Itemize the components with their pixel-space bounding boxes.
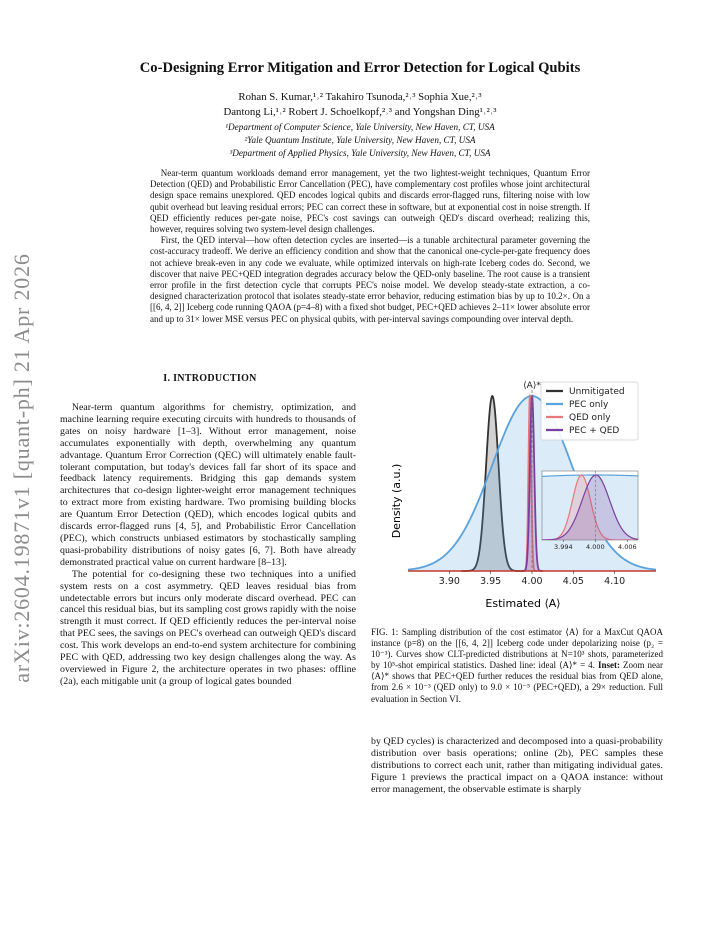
paper-title: Co-Designing Error Mitigation and Error Detection for Logical Qubits <box>139 60 581 76</box>
x-tick-label: 3.90 <box>438 576 460 587</box>
chart-legend <box>541 382 638 440</box>
legend-label-pec-qed: PEC + QED <box>569 426 620 437</box>
legend-label-pec-only: PEC only <box>569 400 609 411</box>
abstract <box>150 168 590 325</box>
right-column <box>371 736 663 796</box>
figure-caption <box>371 627 663 705</box>
inset-tick-label: 4.000 <box>586 543 605 551</box>
arxiv-identifier: arXiv:2604.19871v1 [quant-ph] 21 Apr 2026 <box>9 253 34 683</box>
affiliation-3: ³Department of Applied Physics, Yale University, New Haven, CT, USA <box>229 148 491 158</box>
caption-inset-text: Zoom near ⟨A⟩* shows that PEC+QED further reduces the residual bias from QED alone, from 2.6 × 10⁻³ (QED only) to 9.0 × 10⁻⁵ (PEC+QED), a 29× reduction. Full evaluation in Section VI. <box>371 660 664 704</box>
caption-label: FIG. 1: <box>371 627 399 637</box>
authors-line-2: Dantong Li,¹˒² Robert J. Schoelkopf,²˒³ and Yongshan Ding¹˒²˒³ <box>223 106 497 118</box>
x-tick-label: 4.00 <box>521 576 543 587</box>
left-column <box>60 402 356 688</box>
x-tick-label: 3.95 <box>480 576 502 587</box>
legend-label-qed-only: QED only <box>569 413 611 424</box>
caption-inset-label: Inset: <box>597 660 620 671</box>
inset-tick-label: 3.994 <box>554 543 573 551</box>
caption-text: Sampling distribution of the cost estimator ⟨A⟩ for a MaxCut QAOA instance (p=8) on the [[6, 4, 2]] Iceberg code under depolarizing noise (p₂ = 10⁻³). Curves show CLT-predicted distributions at N=10³ shots, parameterized by 10⁵-shot empirical statistics. Dashed line: ideal ⟨A⟩* = 4. <box>371 627 664 671</box>
y-axis-label: Density (a.u.) <box>390 463 403 539</box>
x-axis-label: Estimated ⟨A⟩ <box>485 597 561 610</box>
x-tick-label: 4.10 <box>604 576 626 587</box>
intro-paragraph-1: Near-term quantum algorithms for chemistry, optimization, and machine learning require executing circuits with hundreds to thousands of gates on noisy hardware [1–3]. Without error management, noise accumulates exponentially with depth, overwhelming any quantum advantage. Quantum Error Correction (QEC) will ultimately enable fault-tolerant computation, but today's devices fall far short of its space and feedback latency requirements. Bridging this gap demands system architectures that co-design lighter-weight error management techniques to extract more from existing hardware. Two promising building blocks are Quantum Error Detection (QED), which encodes logical qubits and discards error-flagged runs [4, 5], and Probabilistic Error Cancellation (PEC), which constructs unbiased estimators by stochastically sampling quasi-probability distributions of noisy gates [6, 7]. Both have already demonstrated practical value on current hardware [8–13]. <box>60 402 356 568</box>
abstract-paragraph-2: First, the QED interval—how often detection cycles are inserted—is a tunable architectural parameter governing the cost-accuracy tradeoff. We derive an efficiency condition and show that the canonical one-cycle-per-gate frequency does not achieve break-even in any code we evaluate, while optimized intervals on high-rate Iceberg codes do. Second, we discover that naive PEC+QED integration degrades accuracy below the QED-only baseline. The root cause is a transient error profile in the first detection cycle that corrupts PEC's noise model. We develop steady-state extraction, a co-designed characterization protocol that isolates steady-state error behavior, reducing estimation bias by up to 10.2×. On a [[6, 4, 2]] Iceberg code running QAOA (p=4–8) with a fixed shot budget, PEC+QED achieves 2–11× lower absolute error and up to 31× lower MSE versus PEC on physical qubits, with per-interval savings compounding over interval depth. <box>150 235 590 324</box>
affiliation-1: ¹Department of Computer Science, Yale University, New Haven, CT, USA <box>225 122 495 132</box>
affiliation-2: ²Yale Quantum Institute, Yale University, New Haven, CT, USA <box>244 135 476 145</box>
density-plot <box>371 376 661 616</box>
right-column-paragraph: by QED cycles) is characterized and decomposed into a quasi-probability distribution over basis operations; online (2b), PEC samples these distributions to correct each unit, rather than mitigating individual gates. Figure 1 previews the practical impact on a QAOA instance: without error management, the observable estimate is sharply <box>371 736 663 795</box>
x-tick-label: 4.05 <box>562 576 584 587</box>
inset-curves <box>542 475 638 540</box>
inset-tick-label: 4.006 <box>618 543 637 551</box>
section-heading: I. INTRODUCTION <box>163 373 257 384</box>
legend-label-unmitigated: Unmitigated <box>569 387 625 398</box>
figure-1-chart <box>371 376 661 616</box>
inset-zoom-panel <box>542 471 638 551</box>
intro-paragraph-2: The potential for co-designing these two techniques into a unified system rests on a cost asymmetry. QED leaves residual bias from undetectable errors but incurs only moderate discard overhead. PEC can cancel this residual bias, but its sampling cost grows rapidly with the noise strength it must correct. If QED efficiently reduces the per-interval noise that PEC sees, the savings on PEC's overhead can outweigh QED's discard cost. This work develops an end-to-end system architecture for combining PEC with QED, addressing two key design challenges along the way. As overviewed in Figure 2, the architecture operates in two phases: offline (2a), each mitigable unit (a group of logical gates bounded <box>60 568 356 687</box>
ideal-value-label: ⟨A⟩* <box>523 381 541 391</box>
authors-line-1: Rohan S. Kumar,¹˒² Takahiro Tsunoda,²˒³ Sophia Xue,²˒³ <box>238 91 482 103</box>
abstract-paragraph-1: Near-term quantum workloads demand error management, yet the two lightest-weight techniques, Quantum Error Detection (QED) and Probabilistic Error Cancellation (PEC), have complementary cost profiles whose joint architectural design space remains unexplored. QED encodes logical qubits and discards error-flagged runs, filtering noise with low qubit overhead but leaving residual errors; PEC can correct these in software, but at exponential cost in noise strength. If QED efficiently reduces per-gate noise, PEC's cost savings can outweigh QED's discard overhead; realizing this, however, requires solving two system-level design challenges. <box>150 168 590 235</box>
